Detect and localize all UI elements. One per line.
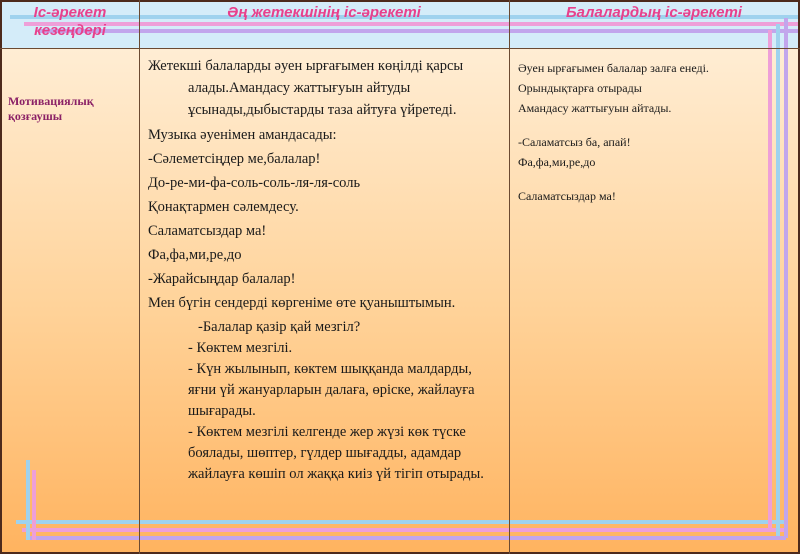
decorative-stripe [776, 24, 780, 536]
stage-label: Мотивациялық қозғаушы [8, 94, 94, 123]
decorative-stripe [28, 536, 786, 540]
teacher-line: - Көктем мезгілі келгенде жер жүзі көк түске боялады, шөптер, гүлдер шығадды, адамдар жайлауға көшіп ол жаққа киіз үй тігіп отырады. [188, 424, 484, 482]
column-divider [509, 0, 510, 554]
teacher-activity-cell [148, 55, 500, 485]
decorative-stripe [784, 18, 788, 538]
decorative-stripe [22, 528, 786, 532]
decorative-stripe [768, 30, 772, 530]
teacher-line: Мен бүгін сендерді көргеніме өте қуаныштымын. [148, 295, 456, 311]
teacher-line: - Күн жылынып, көктем шыққанда малдарды, яғни үй жануарларын далаға, өріске, жайлауға шығарады. [188, 361, 475, 419]
teacher-line: - Көктем мезгілі. [188, 340, 293, 356]
children-line: Фа,фа,ми,ре,до [518, 155, 596, 169]
teacher-line: Қонақтармен сәлемдесу. [148, 199, 299, 215]
teacher-line: Фа,фа,ми,ре,до [148, 247, 242, 263]
decorative-stripe [38, 29, 800, 33]
header-divider [0, 48, 800, 49]
children-line: -Саламатсыз ба, апай! [518, 135, 631, 149]
children-line: Орындықтарға отырады [518, 81, 642, 95]
teacher-line: -Жарайсыңдар балалар! [148, 271, 296, 287]
decorative-stripe [26, 460, 30, 540]
teacher-line: Саламатсыздар ма! [148, 223, 267, 239]
teacher-line: Музыка әуенімен амандасады: [148, 127, 337, 143]
children-line: Әуен ырғағымен балалар залға енеді. [518, 61, 709, 75]
teacher-line: -Сәлеметсіңдер ме,балалар! [148, 151, 321, 167]
decorative-stripe [32, 470, 36, 540]
decorative-stripe [16, 520, 786, 524]
teacher-line: До-ре-ми-фа-соль-соль-ля-ля-соль [148, 175, 361, 191]
table-border-left [0, 0, 2, 554]
teacher-line: -Балалар қазір қай мезгіл? [198, 319, 361, 335]
children-line: Амандасу жаттығуын айтады. [518, 101, 672, 115]
column-divider [139, 0, 140, 554]
header-children-column: Балалардың іс-әрекеті [566, 4, 742, 21]
teacher-line: Жетекші балаларды әуен ырғағымен көңілді қарсы алады.Амандасу жаттығуын айтуды ұсынады,дыбыстарды таза айтуға үйретеді. [148, 58, 464, 118]
children-activity-cell [518, 58, 768, 206]
children-line: Саламатсыздар ма! [518, 189, 616, 203]
decorative-stripe [24, 22, 800, 26]
header-teacher-column: Әң жетекшінің іс-әрекеті [227, 4, 421, 21]
header-stage-column: Іс-әрекет кезеңдері [33, 4, 107, 39]
table-border-top [0, 0, 800, 2]
